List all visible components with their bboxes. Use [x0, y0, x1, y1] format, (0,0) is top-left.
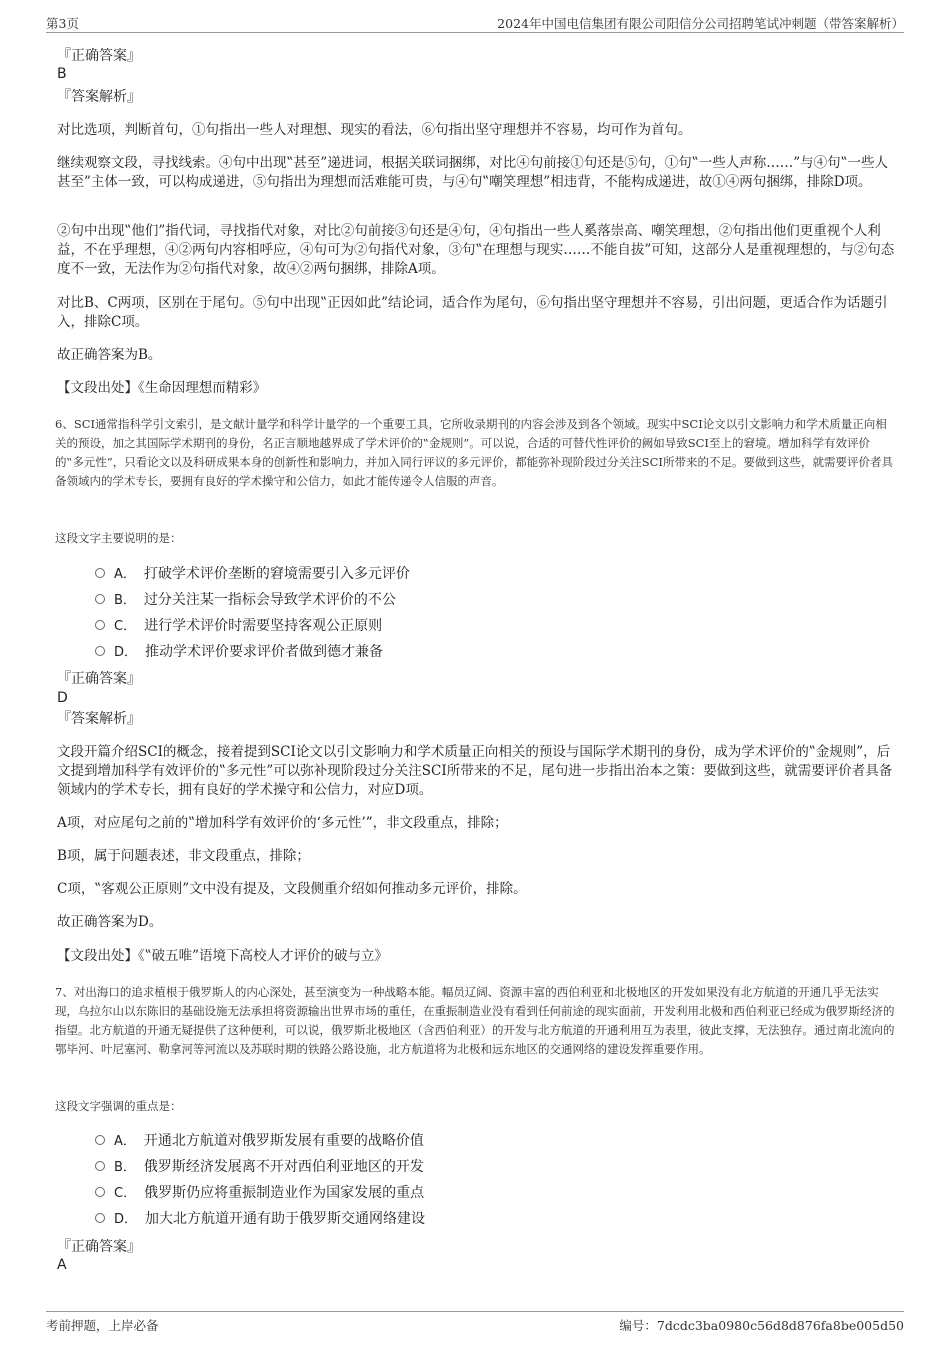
- q6-answer-label: 『正确答案』: [57, 671, 141, 687]
- page-footer: [46, 1311, 904, 1334]
- q6-option-c[interactable]: C． 进行学术评价时需要坚持客观公正原则: [95, 616, 382, 637]
- radio-button-icon[interactable]: [95, 1187, 105, 1197]
- q5-analysis-para: ②句中出现‟他们”指代词，寻找指代对象，对比②句前接③句还是④句，④句指出一些人奚落崇高、嘲笑理想，②句指出他们更重视个人利益，不在乎理想，④②两句内容相呼应，④句可为②句指代对象，③句‟在理想与现实……不能自拔”可知，这部分人是重视理想的，与②句态度不一致，无法作为②句指代对象，故④②两句捆绑，排除A项。: [57, 223, 895, 277]
- radio-button-icon[interactable]: [95, 1213, 105, 1223]
- radio-button-icon[interactable]: [95, 568, 105, 578]
- radio-button-icon[interactable]: [95, 594, 105, 604]
- q6-stem: 6、SCI通常指科学引文索引，是文献计量学和科学计量学的一个重要工具，它所收录期刊的内容会涉及到各个领域。现实中SCI论文以引文影响力和学术质量正向相关的预设，加之其国际学术期刊的身份，名正言顺地越界成了学术评价的‟金规则”。可以说，合适的可替代性评价的阙如导致SCI至上的窘境。增加科学有效评价的‟多元性”，只看论文以及科研成果本身的创新性和影响力，并加入同行评议的多元评价，都能弥补现阶段过分关注SCI所带来的不足。要做到这些，就需要评价者具备领域内的学术专长，要拥有良好的学术操守和公信力，如此才能传递令人信服的声音。: [55, 417, 893, 488]
- q7-option-d[interactable]: D． 加大北方航道开通有助于俄罗斯交通网络建设: [95, 1209, 425, 1230]
- q6-analysis-para: 文段开篇介绍SCI的概念，接着提到SCI论文以引文影响力和学术质量正向相关的预设与国际学术期刊的身份，成为学术评价的‟金规则”，后文提到增加科学有效评价的‟多元性”可以弥补现阶段过分关注SCI所带来的不足，尾句进一步指出治本之策：要做到这些，就需要评价者具备领域内的学术专长，拥有良好的学术操守和公信力，对应D项。: [57, 744, 893, 798]
- q6-analysis-para: C项，‟客观公正原则”文中没有提及，文段侧重介绍如何推动多元评价，排除。: [57, 881, 527, 897]
- q5-source: 【文段出处】《生命因理想而精彩》: [57, 380, 267, 396]
- q6-analysis-label: 『答案解析』: [57, 711, 141, 727]
- q7-option-c[interactable]: C． 俄罗斯仍应将重振制造业作为国家发展的重点: [95, 1183, 424, 1204]
- q7-option-b[interactable]: B． 俄罗斯经济发展离不开对西伯利亚地区的开发: [95, 1157, 424, 1178]
- document-code: 编号：7dcdc3ba0980c56d8d876fa8be005d50: [619, 1318, 904, 1333]
- q5-analysis-para: 对比选项，判断首句，①句指出一些人对理想、现实的看法，⑥句指出坚守理想并不容易，均可作为首句。: [57, 122, 692, 138]
- document-title: 2024年中国电信集团有限公司阳信分公司招聘笔试冲刺题（带答案解析）: [497, 16, 904, 31]
- radio-button-icon[interactable]: [95, 646, 105, 656]
- q7-stem: 7、对出海口的追求植根于俄罗斯人的内心深处，甚至演变为一种战略本能。幅员辽阔、资源丰富的西伯利亚和北极地区的开发如果没有北方航道的开通几乎无法实现，乌拉尔山以东陈旧的基础设施无法承担将资源输出世界市场的重任，在重振制造业没有看到任何前途的现实面前，开发利用北极和西伯利亚已经成为俄罗斯经济的指望。北方航道的开通无疑提供了这种便利，可以说，俄罗斯北极地区（含西伯利亚）的开发与北方航道的开通利用互为表里，彼此支撑，无法独存。通过南北流向的鄂毕河、叶尼塞河、勒拿河等河流以及苏联时期的铁路公路设施，北方航道将为北极和远东地区的交通网络的建设发挥重要作用。: [55, 985, 895, 1056]
- page-header: [46, 12, 904, 33]
- q7-answer: A: [57, 1257, 67, 1273]
- radio-button-icon[interactable]: [95, 1135, 105, 1145]
- q6-analysis-para: 故正确答案为D。: [57, 914, 163, 930]
- page-number: 第3页: [46, 16, 79, 31]
- q5-analysis-label: 『答案解析』: [57, 89, 141, 105]
- q6-option-b[interactable]: B． 过分关注某一指标会导致学术评价的不公: [95, 590, 396, 611]
- q6-analysis-para: B项，属于问题表述，非文段重点，排除；: [57, 848, 310, 864]
- q7-option-a[interactable]: A． 开通北方航道对俄罗斯发展有重要的战略价值: [95, 1131, 424, 1152]
- q6-answer: D: [57, 690, 68, 706]
- q5-analysis-para: 对比B、C两项，区别在于尾句。⑤句中出现‟正因如此”结论词，适合作为尾句，⑥句指出坚守理想并不容易，引出问题，更适合作为话题引入，排除C项。: [57, 295, 888, 330]
- q5-answer: B: [57, 66, 67, 82]
- q6-source: 【文段出处】《‟破五唯”语境下高校人才评价的破与立》: [57, 948, 389, 964]
- q6-analysis-para: A项，对应尾句之前的‟增加科学有效评价的‘多元性’”，非文段重点，排除；: [57, 815, 508, 831]
- q6-option-d[interactable]: D． 推动学术评价要求评价者做到德才兼备: [95, 642, 383, 663]
- q5-analysis-para: 继续观察文段，寻找线索。④句中出现‟甚至”递进词，根据关联词捆绑，对比④句前接①句还是⑤句，①句‟一些人声称……”与④句‟一些人甚至”主体一致，可以构成递进，⑤句指出为理想而活难能可贵，与④句‟嘲笑理想”相违背，不能构成递进，故①④两句捆绑，排除D项。: [57, 155, 889, 190]
- q5-answer-label: 『正确答案』: [57, 48, 141, 64]
- footer-slogan: 考前押题，上岸必备: [46, 1318, 159, 1333]
- q7-answer-label: 『正确答案』: [57, 1239, 141, 1255]
- q6-option-a[interactable]: A． 打破学术评价垄断的窘境需要引入多元评价: [95, 564, 410, 585]
- radio-button-icon[interactable]: [95, 620, 105, 630]
- q5-analysis-para: 故正确答案为B。: [57, 347, 162, 363]
- radio-button-icon[interactable]: [95, 1161, 105, 1171]
- q7-question: 这段文字强调的重点是：: [55, 1099, 182, 1113]
- q6-question: 这段文字主要说明的是：: [55, 531, 182, 545]
